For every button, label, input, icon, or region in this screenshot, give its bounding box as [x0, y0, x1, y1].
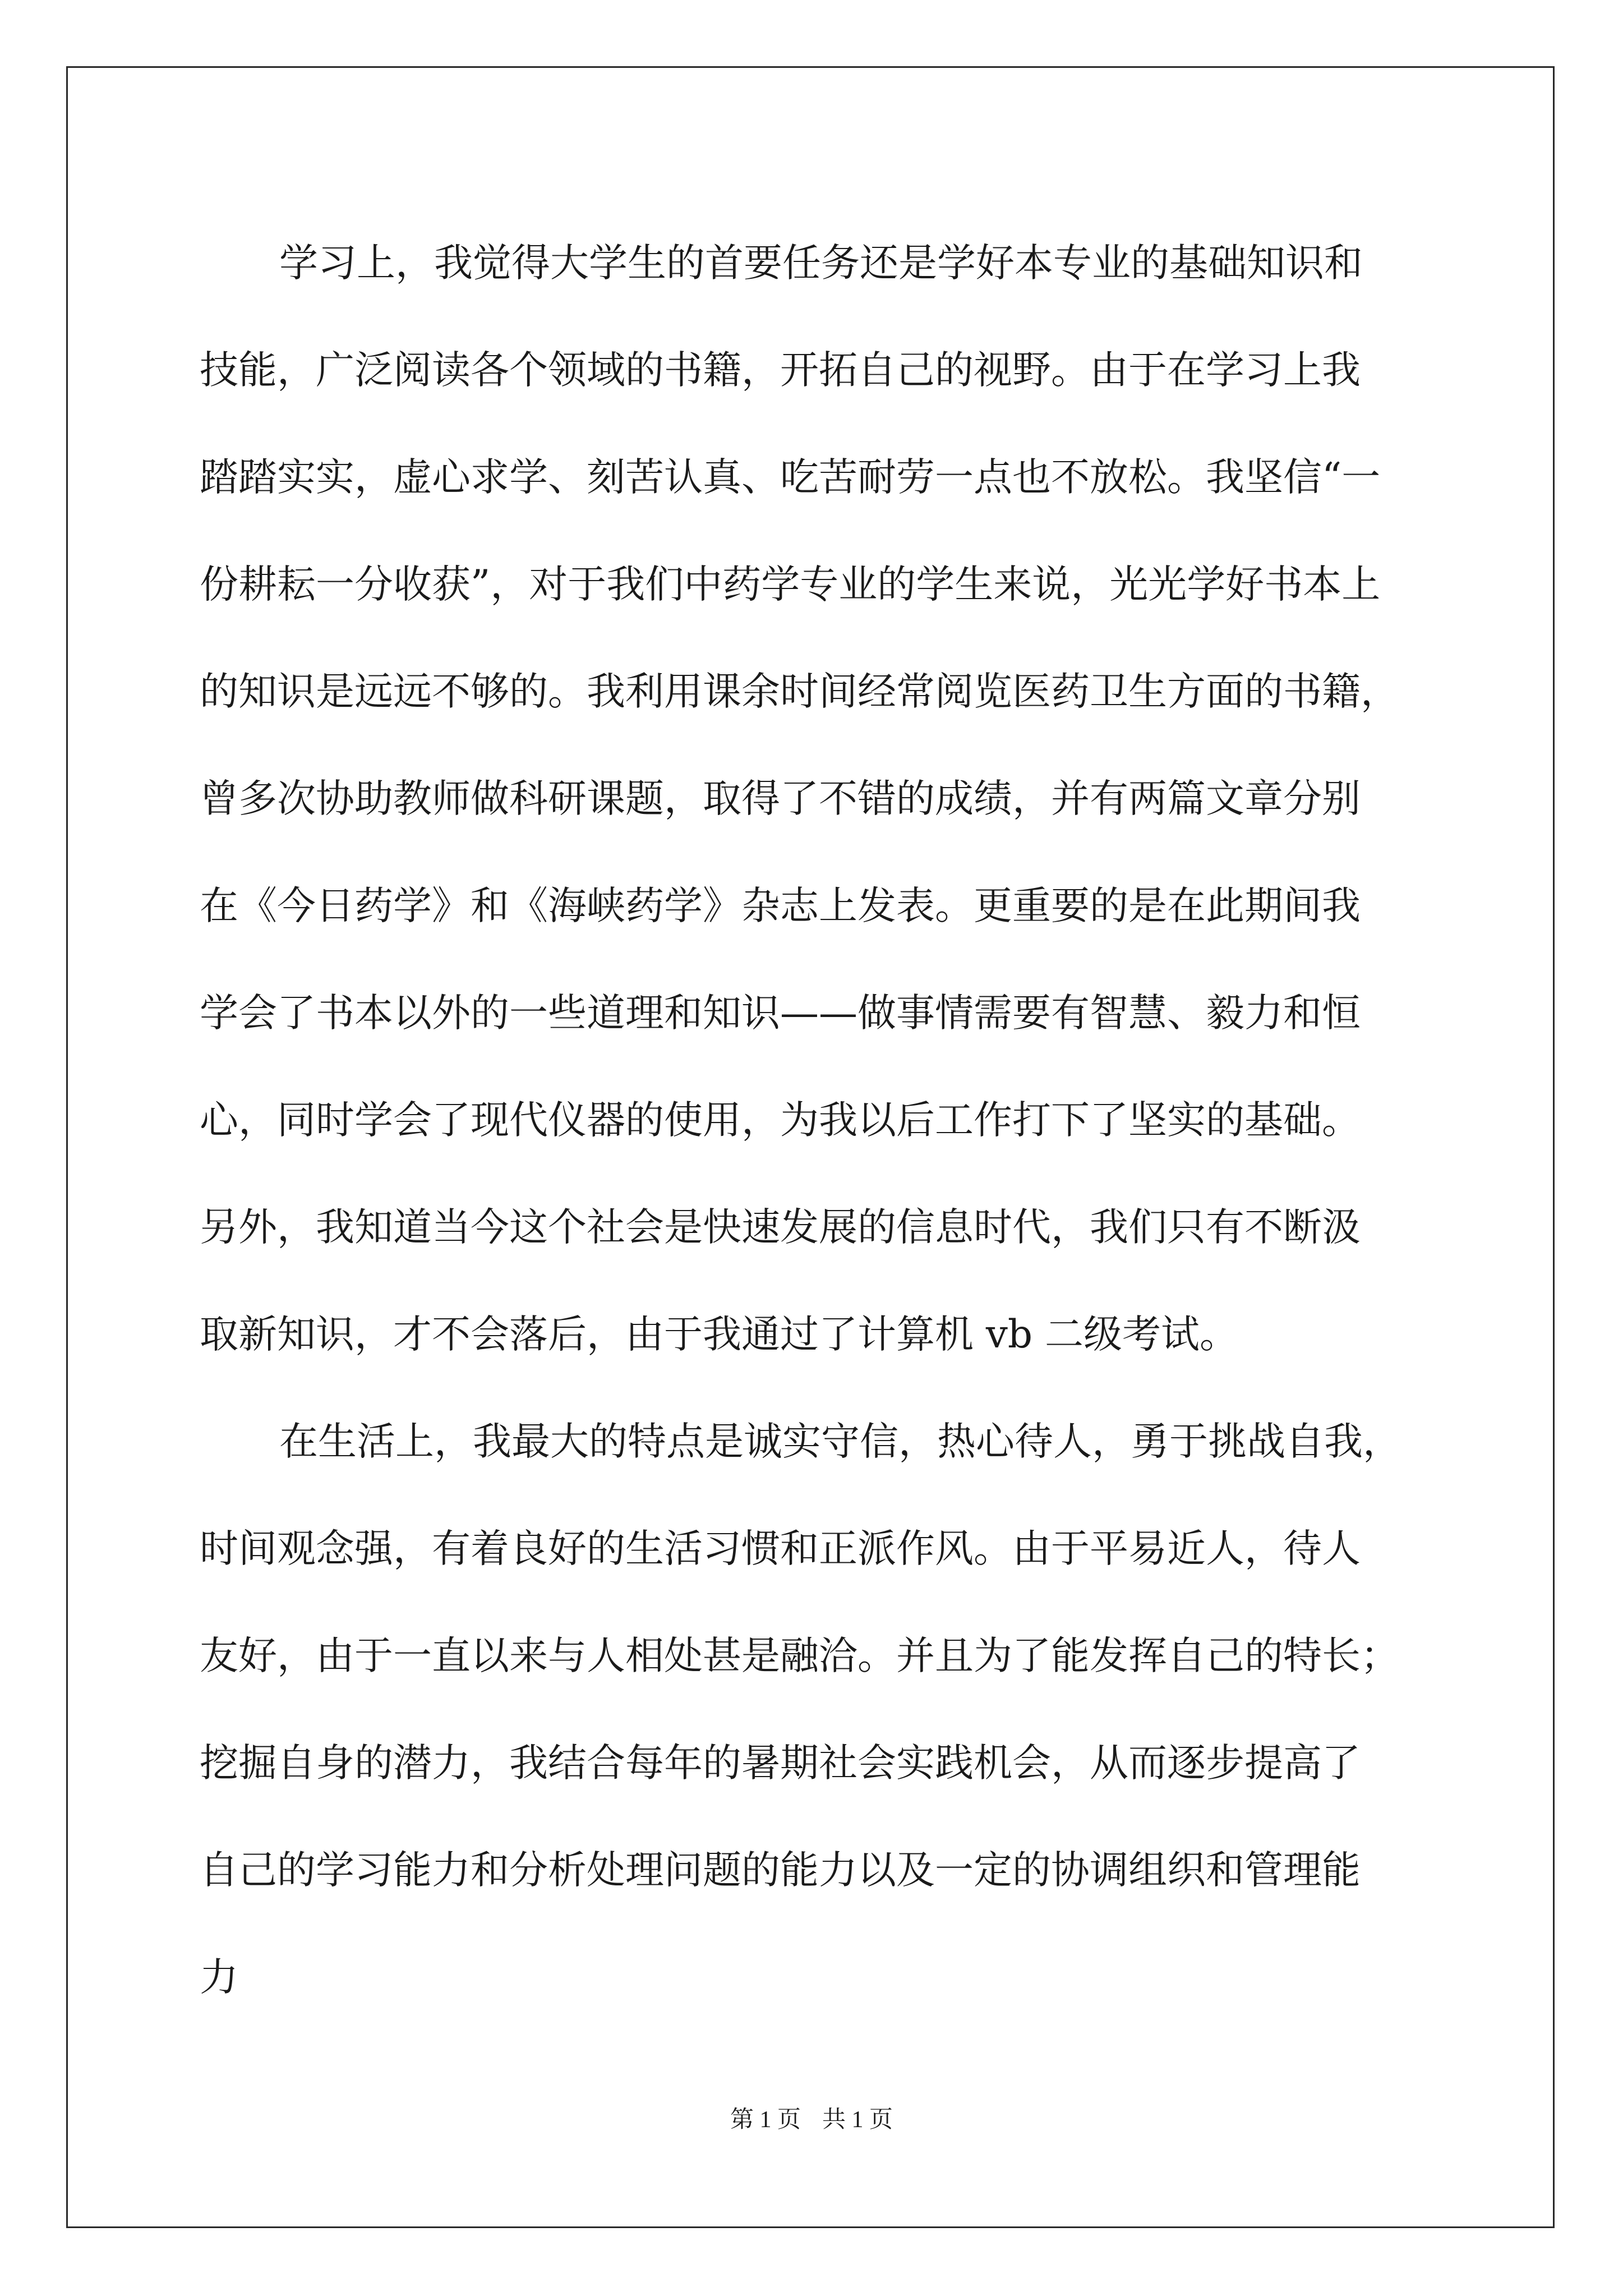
paragraph-1-line-5: 的知识是远远不够的。我利用课余时间经常阅览医药卫生方面的书籍，: [200, 669, 1399, 714]
paragraph-2-line-2: 时间观念强，有着良好的生活习惯和正派作风。由于平易近人，待人: [200, 1526, 1361, 1571]
paragraph-1-line-1: 学习上，我觉得大学生的首要任务还是学好本专业的基础知识和: [279, 241, 1363, 286]
document-body: [200, 210, 1439, 2031]
paragraph-1-line-2: 技能，广泛阅读各个领域的书籍，开拓自己的视野。由于在学习上我: [200, 348, 1361, 393]
page-footer: [0, 2101, 1623, 2134]
paragraph-1-line-10: 另外，我知道当今这个社会是快速发展的信息时代，我们只有不断汲: [200, 1205, 1361, 1250]
paragraph-1-line-4: 份耕耘一分收获”，对于我们中药学专业的学生来说，光光学好书本上: [200, 562, 1381, 607]
paragraph-2-line-3: 友好，由于一直以来与人相处甚是融洽。并且为了能发挥自己的特长；: [200, 1634, 1399, 1678]
paragraph-1-line-8: 学会了书本以外的一些道理和知识——做事情需要有智慧、毅力和恒: [200, 991, 1361, 1036]
page-number-current: 第 1 页: [730, 2107, 801, 2133]
paragraph-1-line-7: 在《今日药学》和《海峡药学》杂志上发表。更重要的是在此期间我: [200, 884, 1361, 928]
paragraph-2-line-5: 自己的学习能力和分析处理问题的能力以及一定的协调组织和管理能: [200, 1848, 1361, 1893]
paragraph-2-line-4: 挖掘自身的潜力，我结合每年的暑期社会实践机会，从而逐步提高了: [200, 1741, 1361, 1786]
paragraph-1-line-6: 曾多次协助教师做科研课题，取得了不错的成绩，并有两篇文章分别: [200, 776, 1361, 821]
page-number-total: 共 1 页: [822, 2107, 893, 2133]
paragraph-1-line-3: 踏踏实实，虚心求学、刻苦认真、吃苦耐劳一点也不放松。我坚信“一: [200, 455, 1381, 500]
paragraph-2-line-1: 在生活上，我最大的特点是诚实守信，热心待人，勇于挑战自我，: [279, 1419, 1401, 1464]
paragraph-1-line-9: 心，同时学会了现代仪器的使用，为我以后工作打下了坚实的基础。: [200, 1098, 1361, 1143]
paragraph-2-line-6: 力: [200, 1955, 238, 2000]
paragraph-1-line-11: 取新知识，才不会落后，由于我通过了计算机 vb 二级考试。: [200, 1312, 1239, 1357]
